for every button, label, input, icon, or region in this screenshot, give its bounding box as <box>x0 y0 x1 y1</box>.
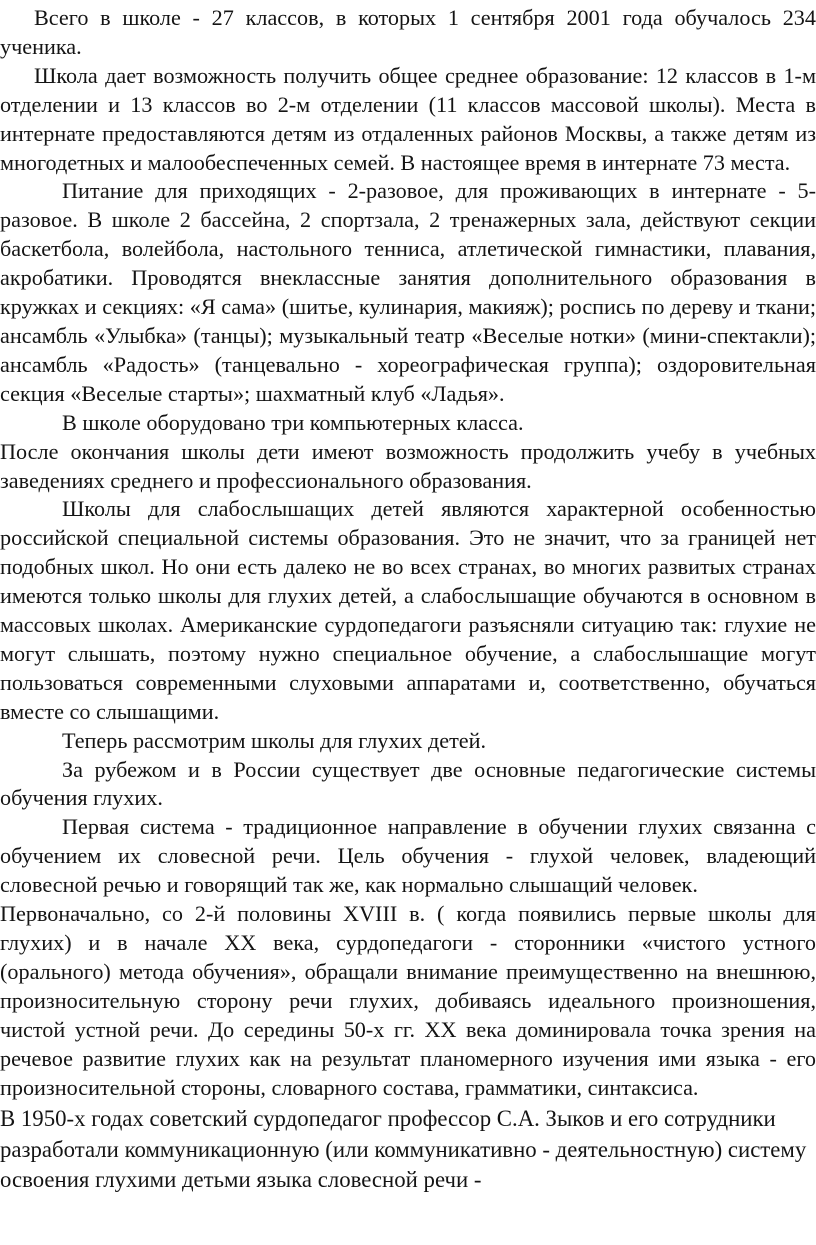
paragraph-two-systems: За рубежом и в России существует две основные педагогические системы обучения глухих. <box>0 756 816 811</box>
paragraph-hard-of-hearing-schools: Школы для слабослышащих детей являются характерной особенностью российской специальной системы образования. Это не значит, что за границей нет подобных школ. Но они есть далеко не во всех странах, во многих развитых странах имеются только школы для глухих детей, а слабослышащие обучаются в основном в массовых школах. Американские сурдопедагоги разъясняли ситуацию так: глухие не могут слышать, поэтому нужно специальное обучение, а слабослышащие могут пользоваться современными слуховыми аппаратами и, соответственно, обучаться вместе со слышащими. <box>0 496 816 724</box>
paragraph-computer-classes: В школе оборудовано три компьютерных класса. <box>62 409 524 435</box>
paragraph-class-count: Всего в школе - 27 классов, в которых 1 сентября 2001 года обучалось 234 ученика. <box>0 5 816 59</box>
paragraph-zykov-system: В 1950-х годах советский сурдопедагог профессор С.А. Зыков и его сотрудники разработали коммуникационную (или коммуникативно - деятельностную) систему освоения глухими детьми языка словесной речи - <box>0 1106 807 1193</box>
paragraph-nutrition-activities: Питание для приходящих - 2-разовое, для проживающих в интернате - 5-разовое. В школе 2 бассейна, 2 спортзала, 2 тренажерных зала, действуют секции баскетбола, волейбола, настольного тенниса, атлетической гимнастики, плавания, акробатики. Проводятся внеклассные занятия дополнительного образования в кружках и секциях: «Я сама» (шитье, кулинария, макияж); роспись по дереву и ткани; ансамбль «Улыбка» (танцы); музыкальный театр «Веселые нотки» (мини-спектакли); ансамбль «Радость» (танцевально - хореографическая группа); оздоровительная секция «Веселые старты»; шахматный клуб «Ладья». <box>0 178 816 406</box>
paragraph-first-system: Первая система - традиционное направление в обучении глухих связанна с обучением их словесной речи. Цель обучения - глухой человек, владеющий словесной речью и говорящий так же, как нормально слышащий человек. <box>0 814 816 898</box>
paragraph-after-school: После окончания школы дети имеют возможность продолжить учебу в учебных заведениях среднего и профессионального образования. <box>0 438 816 493</box>
paragraph-deaf-schools: Теперь рассмотрим школы для глухих детей. <box>62 727 487 753</box>
paragraph-school-education: Школа дает возможность получить общее среднее образование: 12 классов в 1-м отделении и 13 классов во 2-м отделении (11 классов массовой школы). Места в интернате предоставляются детям из отдаленных районов Москвы, а также детям из многодетных и малообеспеченных семей. В настоящее время в интернате 73 места. <box>0 62 816 175</box>
paragraph-oral-method-history: Первоначально, со 2-й половины XVIII в. ( когда появились первые школы для глухих) и в начале XX века, сурдопедагоги - сторонники «чистого устного (орального) метода обучения», обращали внимание преимущественно на внешнюю, произносительную сторону речи глухих, добиваясь идеального произношения, чистой устной речи. До середины 50-х гг. XX века доминировала точка зрения на речевое развитие глухих как на результат планомерного изучения ими языка - его произносительной стороны, словарного состава, грамматики, синтаксиса. <box>0 901 816 1100</box>
